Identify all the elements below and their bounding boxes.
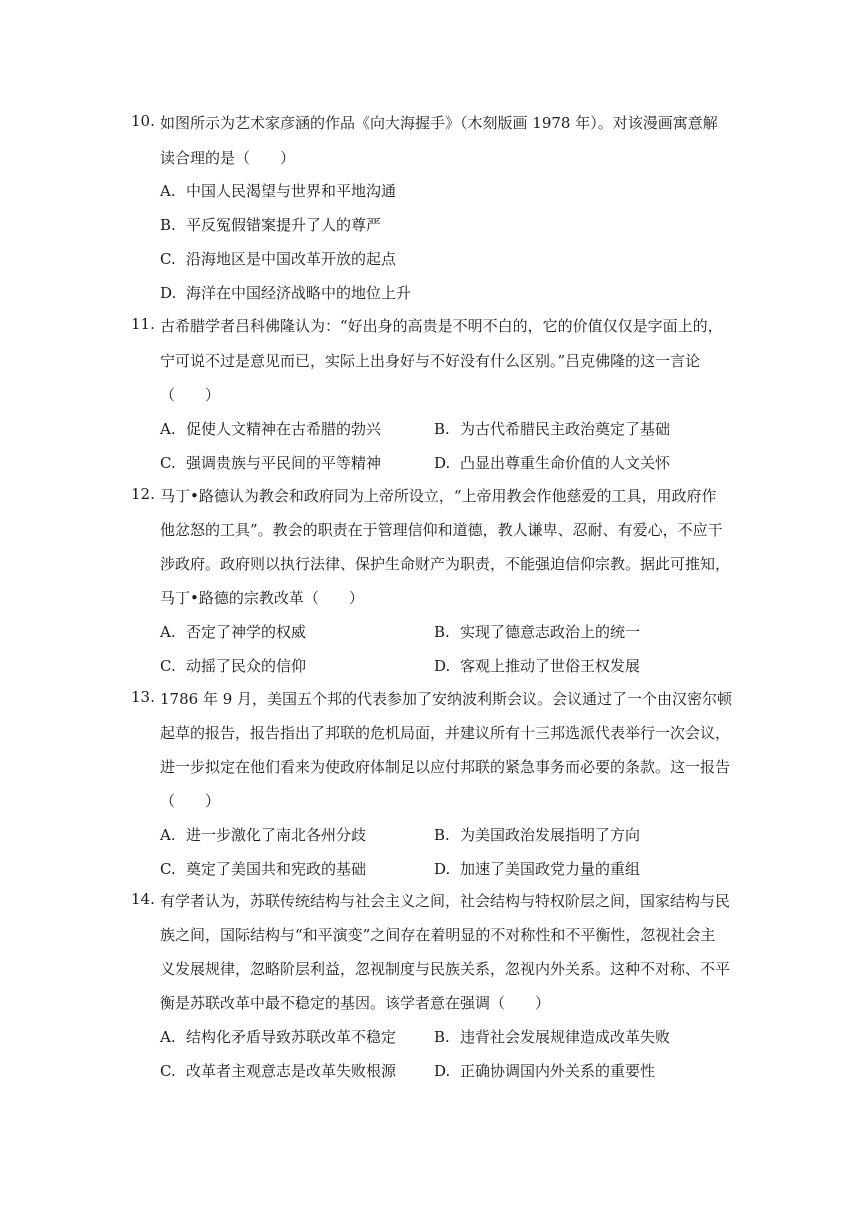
option-text: 加速了美国政党力量的重组 — [460, 860, 641, 878]
question-text-line: 涉政府。政府则以执行法律、保护生命财产为职责，不能强迫信仰宗教。据此可推知， — [160, 555, 731, 573]
option-label: A. — [160, 420, 176, 438]
option-a — [160, 180, 396, 201]
option-b — [434, 418, 670, 439]
option-text: 促使人文精神在古希腊的勃兴 — [186, 420, 382, 438]
question-text-line: 1786 年 9 月，美国五个邦的代表参加了安纳波利斯会议。会议通过了一个由汉密尔顿 — [160, 690, 733, 708]
question-number: 11. — [131, 315, 155, 333]
option-c — [160, 655, 306, 676]
option-label: D. — [434, 860, 451, 878]
option-label: C. — [160, 657, 176, 675]
question-text-line: 族之间，国际结构与“和平演变”之间存在着明显的不对称性和不平衡性，忽视社会主 — [160, 926, 716, 944]
option-text: 沿海地区是中国改革开放的起点 — [186, 250, 397, 268]
option-text: 强调贵族与平民间的平等精神 — [186, 454, 382, 472]
option-label: B. — [434, 623, 450, 641]
option-c — [160, 248, 396, 269]
option-a — [160, 621, 306, 642]
option-label: A. — [160, 826, 176, 844]
option-d — [160, 282, 411, 303]
option-b — [434, 824, 640, 845]
option-c — [160, 452, 381, 473]
option-a — [160, 418, 381, 439]
question-text-line: （ ） — [160, 386, 221, 404]
question-text-line: 宁可说不过是意见而已，实际上出身好与不好没有什么区别。”吕克佛隆的这一言论 — [160, 352, 701, 370]
option-label: A. — [160, 623, 176, 641]
option-d — [434, 858, 640, 879]
question-text-line: 衡是苏联改革中最不稳定的基因。该学者意在强调（ ） — [160, 994, 551, 1012]
option-text: 奠定了美国共和宪政的基础 — [186, 860, 367, 878]
option-b — [160, 214, 381, 235]
option-text: 动摇了民众的信仰 — [186, 657, 307, 675]
question-text-line: 如图所示为艺术家彦涵的作品《向大海握手》（木刻版画 1978 年）。对该漫画寓意解 — [160, 114, 718, 132]
option-label: D. — [434, 1062, 451, 1080]
question-text-line: 义发展规律，忽略阶层利益，忽视制度与民族关系，忽视内外关系。这种不对称、不平 — [160, 960, 731, 978]
question-text-line: （ ） — [160, 792, 221, 810]
option-label: C. — [160, 250, 176, 268]
question-text-line: 读合理的是（ ） — [160, 149, 296, 167]
option-label: B. — [434, 420, 450, 438]
option-label: D. — [434, 454, 451, 472]
question-number: 10. — [131, 112, 155, 130]
option-c — [160, 858, 366, 879]
question-number: 13. — [131, 688, 155, 706]
option-label: B. — [434, 1028, 450, 1046]
option-text: 实现了德意志政治上的统一 — [460, 623, 641, 641]
question-text-line: 古希腊学者吕科佛隆认为：“好出身的高贵是不明不白的，它的价值仅仅是字面上的， — [160, 317, 723, 335]
option-label: C. — [160, 860, 176, 878]
question-text-line: 进一步拟定在他们看来为使政府体制足以应付邦联的紧急事务而必要的条款。这一报告 — [160, 758, 731, 776]
option-text: 客观上推动了世俗王权发展 — [460, 657, 641, 675]
option-text: 中国人民渴望与世界和平地沟通 — [186, 182, 397, 200]
option-label: C. — [160, 1062, 176, 1080]
question-number: 12. — [131, 485, 155, 503]
option-a — [160, 824, 366, 845]
option-label: D. — [160, 284, 177, 302]
option-text: 结构化矛盾导致苏联改革不稳定 — [186, 1028, 397, 1046]
option-d — [434, 452, 670, 473]
option-text: 否定了神学的权威 — [186, 623, 307, 641]
option-c — [160, 1060, 396, 1081]
option-label: B. — [434, 826, 450, 844]
option-label: D. — [434, 657, 451, 675]
option-text: 为古代希腊民主政治奠定了基础 — [460, 420, 671, 438]
question-text-line: 有学者认为，苏联传统结构与社会主义之间，社会结构与特权阶层之间，国家结构与民 — [160, 892, 731, 910]
option-d — [434, 1060, 655, 1081]
option-label: B. — [160, 216, 176, 234]
option-text: 海洋在中国经济战略中的地位上升 — [186, 284, 412, 302]
option-text: 改革者主观意志是改革失败根源 — [186, 1062, 397, 1080]
option-text: 为美国政治发展指明了方向 — [460, 826, 641, 844]
option-d — [434, 655, 640, 676]
option-label: A. — [160, 1028, 176, 1046]
question-text-line: 马丁•路德认为教会和政府同为上帝所设立，“上帝用教会作他慈爱的工具，用政府作 — [160, 487, 717, 505]
question-text-line: 起草的报告，报告指出了邦联的危机局面，并建议所有十三邦选派代表举行一次会议， — [160, 724, 731, 742]
question-text-line: 马丁•路德的宗教改革（ ） — [160, 589, 364, 607]
option-text: 进一步激化了南北各州分歧 — [186, 826, 367, 844]
question-text-line: 他忿怒的工具”。教会的职责在于管理信仰和道德，教人谦卑、忍耐、有爱心，不应干 — [160, 521, 723, 539]
question-number: 14. — [131, 890, 155, 908]
option-label: C. — [160, 454, 176, 472]
option-label: A. — [160, 182, 176, 200]
option-text: 平反冤假错案提升了人的尊严 — [186, 216, 382, 234]
option-a — [160, 1026, 396, 1047]
option-text: 凸显出尊重生命价值的人文关怀 — [460, 454, 671, 472]
option-text: 正确协调国内外关系的重要性 — [460, 1062, 656, 1080]
option-b — [434, 1026, 670, 1047]
option-text: 违背社会发展规律造成改革失败 — [460, 1028, 671, 1046]
option-b — [434, 621, 640, 642]
